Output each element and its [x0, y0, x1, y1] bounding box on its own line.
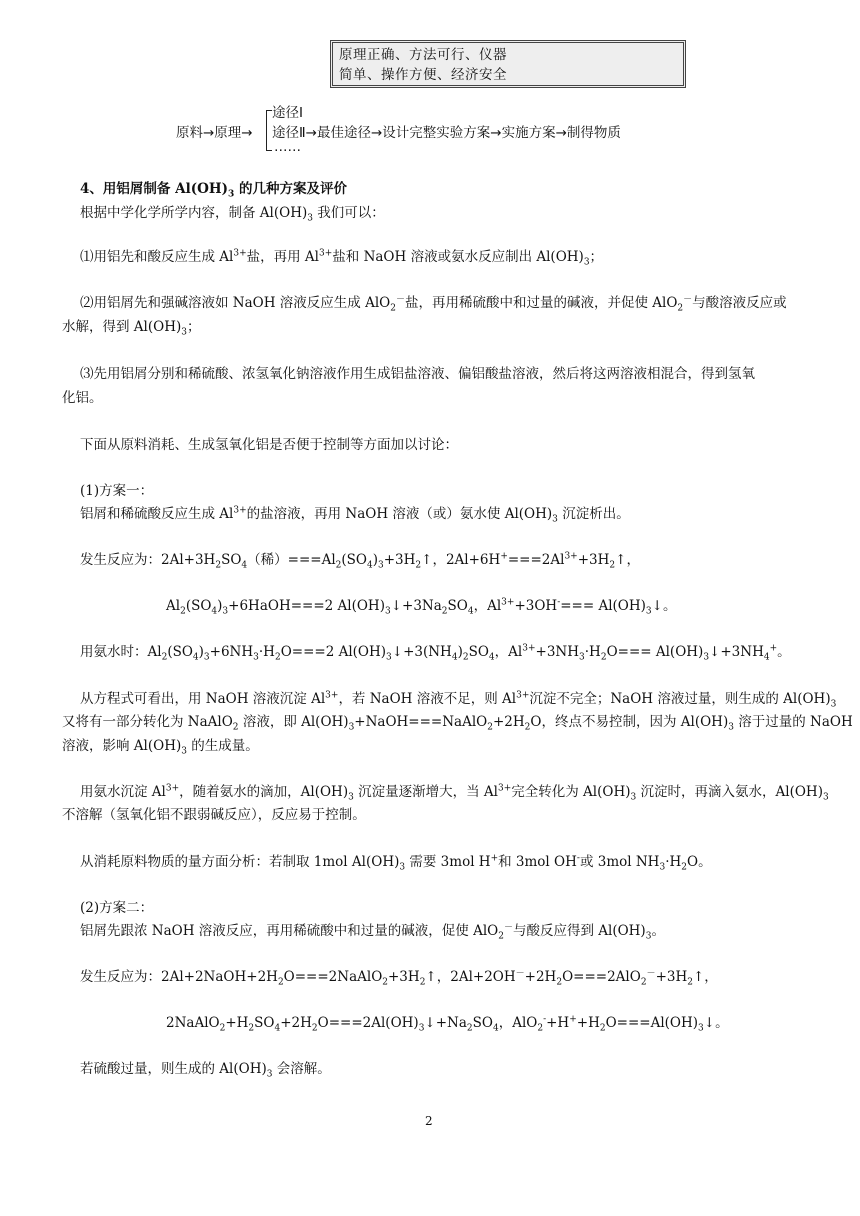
- criteria-box: [330, 40, 686, 88]
- plan-1-reaction-2: $Al_2(SO_4)_3+6HaOH===2$ $Al(OH)_3↓+3Na_2SO_4$，$Al^{3+}+3OH^-===$ $Al(OH)_3↓$。: [166, 597, 677, 617]
- page-number: 2: [425, 1114, 433, 1128]
- main-flow-start: 原料→原理→: [176, 125, 253, 141]
- discussion-intro: 下面从原料消耗、生成氢氧化铝是否便于控制等方面加以讨论：: [80, 437, 458, 453]
- method-1: ⑴用铝先和酸反应生成 $Al^{3+}$盐，再用 $Al^{3+}$盐和 NaOH 溶液或氨水反应制出 $Al(OH)_3$；: [80, 248, 604, 268]
- naoh-analysis-line-2: 又将有一部分转化为 NaAlO$_2$ 溶液，即 $Al(OH)_3+NaOH===NaAlO_2+2H_2O$，终点不易控制，因为 $Al(OH)_3$ 溶于过量的 NaOH: [62, 714, 853, 733]
- flow-diagram: [170, 40, 710, 160]
- plan-1-desc: 铝屑和稀硫酸反应生成 $Al^{3+}$的盐溶液，再用 NaOH 溶液（或）氨水使 $Al(OH)_3$ 沉淀析出。: [80, 505, 630, 525]
- ammonia-analysis-line-2: 不溶解（氢氧化铝不跟弱碱反应），反应易于控制。: [62, 807, 366, 823]
- consumption-analysis: 从消耗原料物质的量方面分析：若制取 1mol $Al(OH)_3$ 需要 3mol H+和 3mol OH-或 3mol $NH_3\cdot H_2O$。: [80, 853, 712, 873]
- route-2-flow: 途径Ⅱ→最佳途径→设计完整实验方案→实施方案→制得物质: [272, 125, 621, 141]
- excess-acid-note: 若硫酸过量，则生成的 $Al(OH)_3$ 会溶解。: [80, 1061, 331, 1080]
- criteria-line-2: 简单、操作方便、经济安全: [339, 67, 507, 83]
- method-3-line-2: 化铝。: [62, 390, 103, 406]
- naoh-analysis-line-3: 溶液，影响 $Al(OH)_3$ 的生成量。: [62, 738, 259, 757]
- branch-top: [266, 110, 272, 111]
- plan-2-reaction-1: 发生反应为：$2Al+2NaOH+2H_2O===2NaAlO_2+3H_2↑$，$2Al+2OH^-+2H_2O===2AlO_2^-+3H_2↑$，: [80, 968, 718, 988]
- criteria-line-1: 原理正确、方法可行、仪器: [339, 47, 507, 63]
- naoh-analysis-line-1: 从方程式可看出，用 NaOH 溶液沉淀 $Al^{3+}$，若 NaOH 溶液不足，则 $Al^{3+}$沉淀不完全；NaOH 溶液过量，则生成的 $Al(OH)_3$: [80, 690, 837, 710]
- method-2-line-2: 水解，得到 $Al(OH)_3$；: [62, 319, 201, 338]
- ammonia-analysis-line-1: 用氨水沉淀 $Al^{3+}$，随着氨水的滴加，$Al(OH)_3$ 沉淀量逐渐增大，当 $Al^{3+}$完全转化为 $Al(OH)_3$ 沉淀时，再滴入氨水，$Al(OH)_3$: [80, 783, 829, 803]
- intro-line: 根据中学化学所学内容，制备 $Al(OH)_3$ 我们可以：: [80, 205, 385, 224]
- route-1-label: 途径Ⅰ: [272, 105, 303, 121]
- method-2-line-1: ⑵用铝屑先和强碱溶液如 NaOH 溶液反应生成 AlO$_2$－盐，再用稀硫酸中和过量的碱液，并促使 AlO$_2$－与酸溶液反应或: [80, 294, 787, 314]
- branch-line: [266, 110, 267, 150]
- section-heading: 4、用铝屑制备 $Al(OH)_3$ 的几种方案及评价: [80, 181, 347, 200]
- branch-bottom: [266, 150, 272, 151]
- method-3-line-1: ⑶先用铝屑分别和稀硫酸、浓氢氧化钠溶液作用生成铝盐溶液、偏铝酸盐溶液，然后将这两溶液相混合，得到氢氧: [80, 366, 755, 382]
- plan-1-reaction-1: 发生反应为：$2Al+3H_2SO_4$（稀）$===Al_2(SO_4)_3+3H_2↑$，$2Al+6H^+===2Al^{3+}+3H_2↑$，: [80, 551, 640, 571]
- plan-2-reaction-2: $2NaAlO_2+H_2SO_4+2H_2O===2Al(OH)_3↓+Na_2SO_4$，$AlO_2^-+H^++H_2O===Al(OH)_3↓$。: [166, 1014, 729, 1034]
- plan-2-title: (2)方案二：: [80, 900, 154, 916]
- plan-1-title: (1)方案一：: [80, 483, 154, 499]
- route-3-label: ……: [274, 139, 301, 155]
- plan-2-desc: 铝屑先跟浓 NaOH 溶液反应，再用稀硫酸中和过量的碱液，促使 AlO$_2$－与酸反应得到 $Al(OH)_3$。: [80, 922, 665, 942]
- ammonia-reaction: 用氨水时：$Al_2(SO_4)_3+6NH_3\cdot H_2O===2$ $Al(OH)_3↓+3(NH_4)_2SO_4$，$Al^{3+}+3NH_3\cdot H_2O===$ $Al(OH)_3↓+3NH_4^+$。: [80, 643, 791, 663]
